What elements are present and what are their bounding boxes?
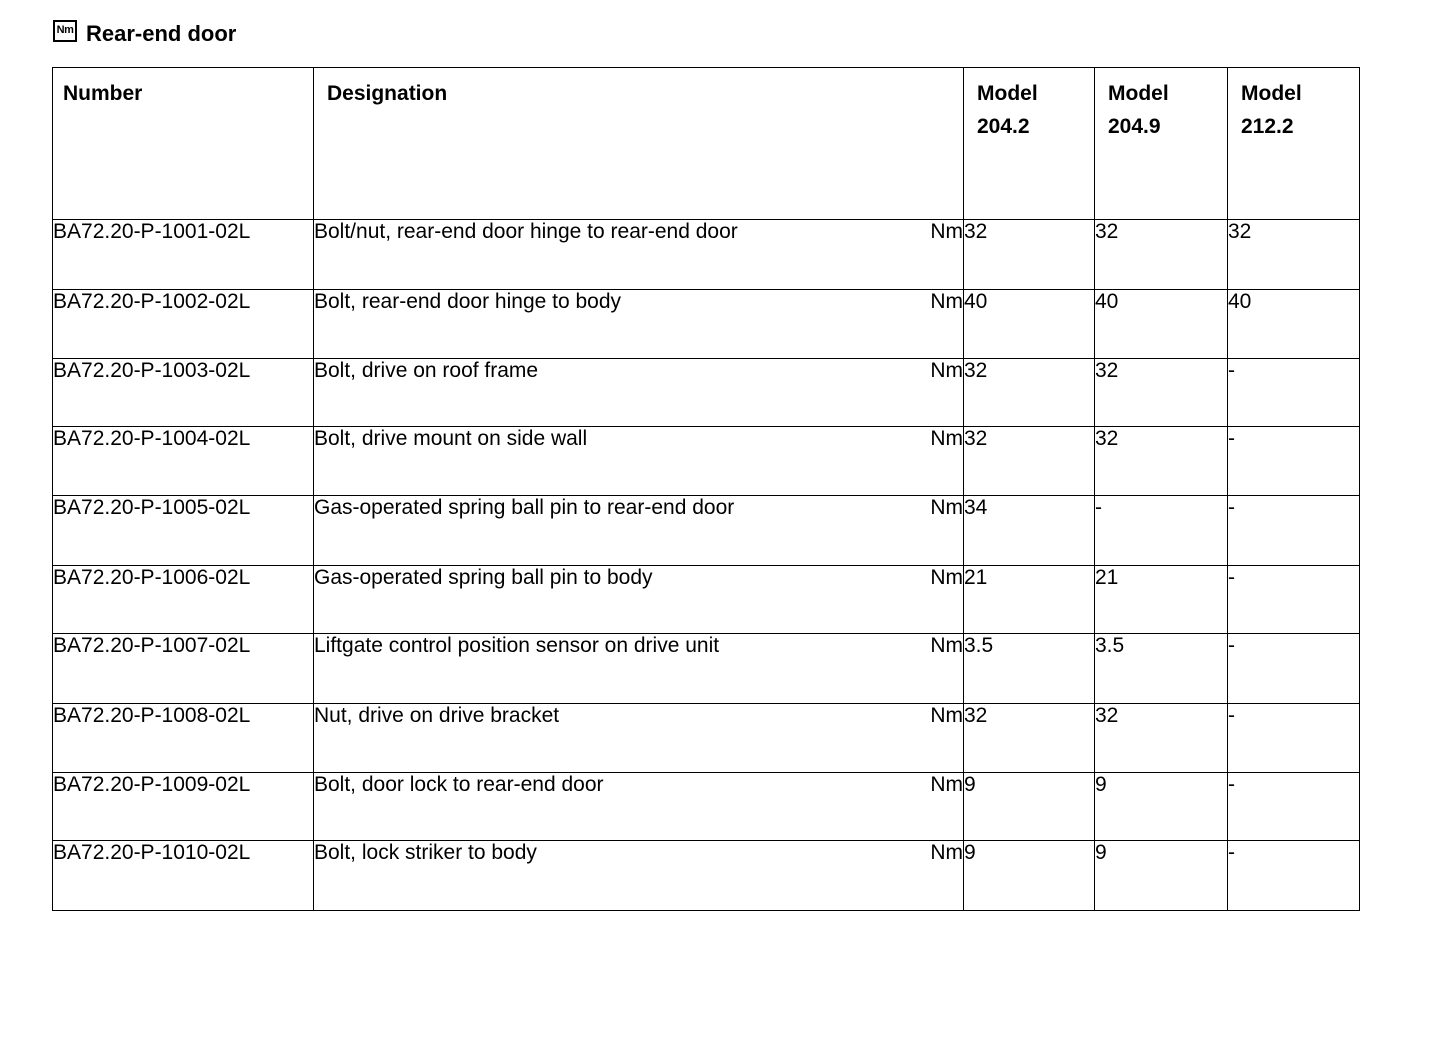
torque-value-cell: 9: [964, 773, 1095, 841]
table-row: [53, 704, 1360, 773]
page-title: Rear-end door: [86, 21, 237, 46]
model-number: 204.2: [977, 115, 1030, 138]
designation-content: [314, 220, 963, 244]
torque-value-cell: 32: [964, 220, 1095, 290]
designation-content: [314, 841, 963, 865]
torque-value-cell: -: [1228, 359, 1360, 427]
designation-text: Gas-operated spring ball pin to body: [314, 566, 653, 589]
document-number-cell: BA72.20-P-1001-02L: [53, 220, 314, 290]
model-label: Model: [1241, 82, 1302, 105]
unit-label: Nm: [930, 634, 963, 657]
designation-content: [314, 704, 963, 728]
torque-value-cell: 3.5: [1095, 634, 1228, 704]
document-number-cell: BA72.20-P-1005-02L: [53, 496, 314, 566]
unit-label: Nm: [930, 773, 963, 796]
torque-value-cell: 9: [1095, 841, 1228, 911]
designation-text: Bolt, drive on roof frame: [314, 359, 539, 382]
torque-value-cell: -: [1228, 496, 1360, 566]
model-number: 212.2: [1241, 115, 1294, 138]
torque-value-cell: 40: [1228, 290, 1360, 359]
table-row: [53, 773, 1360, 841]
torque-value-cell: 32: [964, 427, 1095, 496]
unit-label: Nm: [930, 220, 963, 243]
model-label: Model: [1108, 82, 1169, 105]
torque-value-cell: -: [1095, 496, 1228, 566]
table-row: [53, 220, 1360, 290]
model-number: 204.9: [1108, 115, 1161, 138]
unit-label: Nm: [930, 841, 963, 864]
table-row: [53, 359, 1360, 427]
designation-text: Nut, drive on drive bracket: [314, 704, 560, 727]
column-header-model-204-2: [964, 68, 1095, 220]
torque-value-cell: 3.5: [964, 634, 1095, 704]
torque-value-cell: 32: [964, 359, 1095, 427]
torque-spec-table: [52, 67, 1360, 911]
table-row: [53, 290, 1360, 359]
column-header-number: Number: [53, 68, 314, 220]
designation-cell: [314, 634, 964, 704]
torque-value-cell: -: [1228, 427, 1360, 496]
designation-content: [314, 566, 963, 590]
designation-text: Bolt, drive mount on side wall: [314, 427, 588, 450]
designation-content: [314, 359, 963, 383]
torque-value-cell: -: [1228, 773, 1360, 841]
document-number-cell: BA72.20-P-1002-02L: [53, 290, 314, 359]
torque-value-cell: -: [1228, 841, 1360, 911]
designation-content: [314, 496, 963, 520]
torque-value-cell: 32: [964, 704, 1095, 773]
designation-cell: [314, 290, 964, 359]
torque-value-cell: -: [1228, 566, 1360, 634]
designation-cell: [314, 704, 964, 773]
torque-value-cell: 34: [964, 496, 1095, 566]
designation-cell: [314, 566, 964, 634]
unit-label: Nm: [930, 359, 963, 382]
unit-label: Nm: [930, 290, 963, 313]
torque-value-cell: 32: [1095, 427, 1228, 496]
table-row: [53, 427, 1360, 496]
designation-content: [314, 773, 963, 797]
torque-value-cell: 32: [1095, 359, 1228, 427]
torque-value-cell: 21: [1095, 566, 1228, 634]
designation-text: Bolt, rear-end door hinge to body: [314, 290, 622, 313]
table-row: [53, 566, 1360, 634]
model-label: Model: [977, 82, 1038, 105]
designation-cell: [314, 773, 964, 841]
designation-cell: [314, 841, 964, 911]
column-header-designation: Designation: [314, 68, 964, 220]
designation-text: Liftgate control position sensor on drive unit: [314, 634, 720, 657]
table-header-row: [53, 68, 1360, 220]
table-row: [53, 496, 1360, 566]
document-number-cell: BA72.20-P-1006-02L: [53, 566, 314, 634]
unit-label: Nm: [930, 496, 963, 519]
designation-text: Gas-operated spring ball pin to rear-end door: [314, 496, 735, 519]
designation-text: Bolt/nut, rear-end door hinge to rear-end door: [314, 220, 738, 243]
table-row: [53, 841, 1360, 911]
torque-value-cell: 32: [1095, 220, 1228, 290]
column-header-model-204-9: [1095, 68, 1228, 220]
document-number-cell: BA72.20-P-1003-02L: [53, 359, 314, 427]
document-number-cell: BA72.20-P-1009-02L: [53, 773, 314, 841]
torque-value-cell: 32: [1095, 704, 1228, 773]
torque-value-cell: 9: [1095, 773, 1228, 841]
torque-value-cell: 32: [1228, 220, 1360, 290]
designation-content: [314, 290, 963, 314]
document-number-cell: BA72.20-P-1007-02L: [53, 634, 314, 704]
page-header: [53, 19, 236, 49]
table-body: [53, 220, 1360, 911]
torque-value-cell: 40: [1095, 290, 1228, 359]
table-row: [53, 634, 1360, 704]
document-number-cell: BA72.20-P-1004-02L: [53, 427, 314, 496]
torque-nm-icon: Nm: [53, 20, 77, 42]
document-number-cell: BA72.20-P-1010-02L: [53, 841, 314, 911]
torque-value-cell: 21: [964, 566, 1095, 634]
designation-text: Bolt, lock striker to body: [314, 841, 537, 864]
unit-label: Nm: [930, 427, 963, 450]
torque-value-cell: 40: [964, 290, 1095, 359]
designation-content: [314, 634, 963, 658]
designation-cell: [314, 496, 964, 566]
torque-value-cell: -: [1228, 704, 1360, 773]
document-number-cell: BA72.20-P-1008-02L: [53, 704, 314, 773]
designation-content: [314, 427, 963, 451]
designation-cell: [314, 220, 964, 290]
designation-text: Bolt, door lock to rear-end door: [314, 773, 604, 796]
torque-value-cell: 9: [964, 841, 1095, 911]
torque-value-cell: -: [1228, 634, 1360, 704]
designation-cell: [314, 427, 964, 496]
unit-label: Nm: [930, 704, 963, 727]
column-header-model-212-2: [1228, 68, 1360, 220]
designation-cell: [314, 359, 964, 427]
unit-label: Nm: [930, 566, 963, 589]
